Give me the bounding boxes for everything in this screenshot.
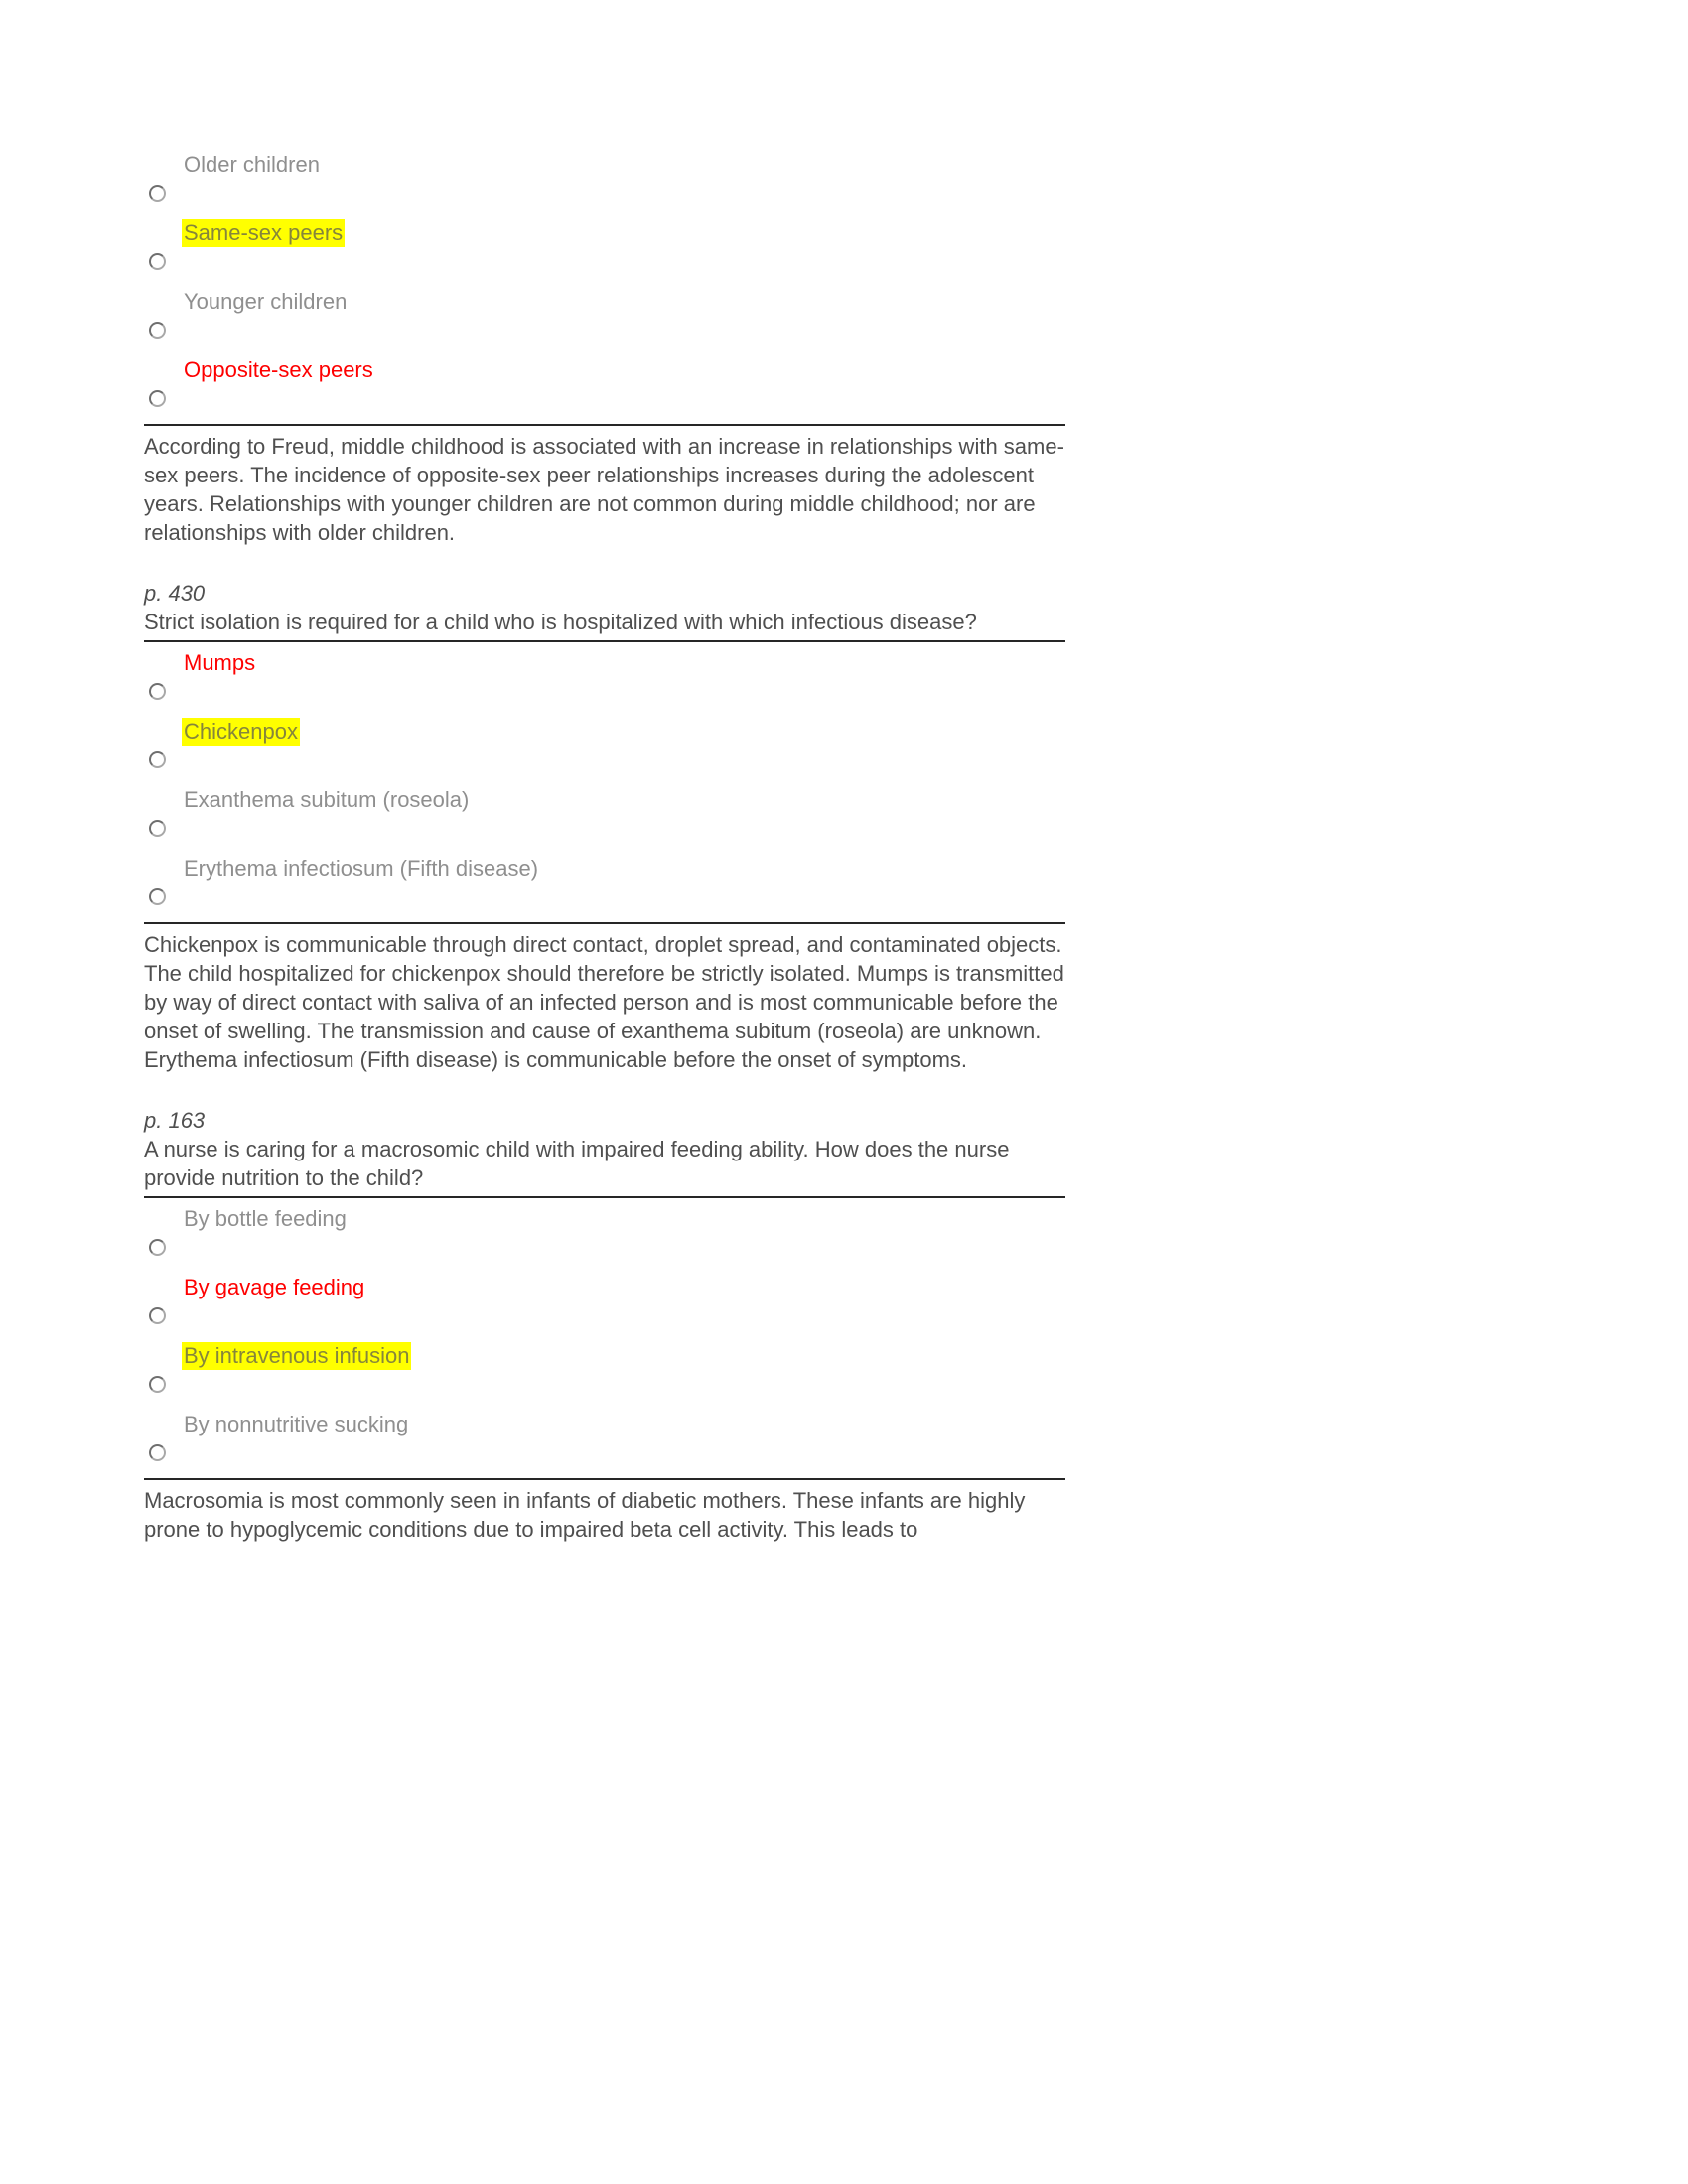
options-list [144,648,1065,912]
radio-button-icon[interactable] [149,322,166,339]
answer-option [144,1410,1065,1468]
option-label: Chickenpox [184,719,298,744]
page-reference: p. 430 [144,581,206,606]
option-label: Same-sex peers [184,220,344,245]
radio-button-icon[interactable] [149,390,166,407]
page-reference: p. 163 [144,1108,206,1133]
option-label: Exanthema subitum (roseola) [184,787,470,812]
answer-option [144,1341,1065,1400]
option-label: By intravenous infusion [184,1343,410,1368]
question-block-1 [144,150,1065,547]
question-block-3 [144,1106,1065,1544]
option-label: By gavage feeding [184,1275,365,1299]
answer-option [144,1273,1065,1331]
rationale-text: Macrosomia is most commonly seen in infants of diabetic mothers. These infants are highly prone to hypoglycemic conditions due to impaired beta cell activity. This leads to [144,1478,1065,1544]
option-label: Younger children [184,289,348,314]
answer-option [144,287,1065,345]
radio-button-icon[interactable] [149,888,166,905]
answer-option [144,648,1065,707]
rationale-text: Chickenpox is communicable through direct contact, droplet spread, and contaminated objects. The child hospitalized for chickenpox should therefore be strictly isolated. Mumps is transmitted by way of direct contact with saliva of an infected person and is most communicable before the onset of swelling. The transmission and cause of exanthema subitum (roseola) are unknown. Erythema infectiosum (Fifth disease) is communicable before the onset of symptoms. [144,922,1065,1074]
option-label: Opposite-sex peers [184,357,373,382]
document-content [144,150,1065,1544]
radio-button-icon[interactable] [149,751,166,768]
option-label: Older children [184,152,320,177]
radio-button-icon[interactable] [149,253,166,270]
radio-button-icon[interactable] [149,1239,166,1256]
answer-option [144,785,1065,844]
option-label: Mumps [184,650,256,675]
radio-button-icon[interactable] [149,683,166,700]
option-label: By nonnutritive sucking [184,1412,409,1436]
rationale-text: According to Freud, middle childhood is associated with an increase in relationships with same-sex peers. The incidence of opposite-sex peer relationships increases during the adolescent years. Relationships with younger children are not common during middle childhood; nor are relationships with older children. [144,424,1065,547]
answer-option [144,355,1065,414]
option-label: By bottle feeding [184,1206,347,1231]
radio-button-icon[interactable] [149,1307,166,1324]
question-block-2 [144,579,1065,1074]
option-label: Erythema infectiosum (Fifth disease) [184,856,539,881]
answer-option [144,717,1065,775]
options-list [144,1204,1065,1468]
answer-option [144,854,1065,912]
answer-option [144,1204,1065,1263]
question-text: A nurse is caring for a macrosomic child with impaired feeding ability. How does the nurse provide nutrition to the child? [144,1135,1065,1198]
radio-button-icon[interactable] [149,1376,166,1393]
radio-button-icon[interactable] [149,185,166,202]
options-list [144,150,1065,414]
answer-option [144,150,1065,208]
radio-button-icon[interactable] [149,820,166,837]
radio-button-icon[interactable] [149,1444,166,1461]
answer-option [144,218,1065,277]
question-text: Strict isolation is required for a child who is hospitalized with which infectious disease? [144,608,1065,642]
